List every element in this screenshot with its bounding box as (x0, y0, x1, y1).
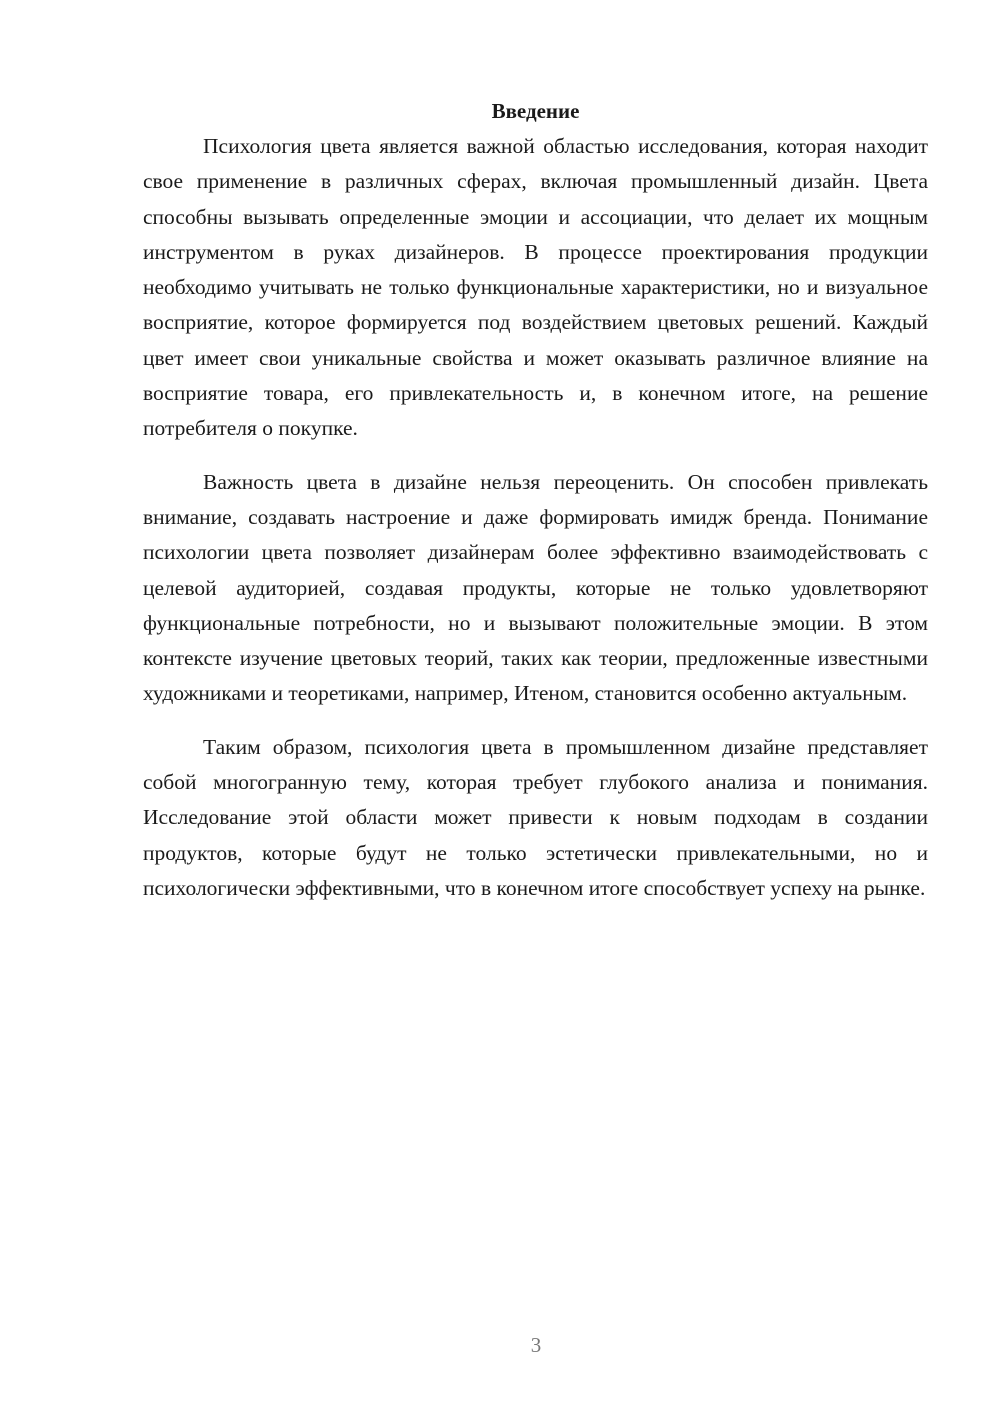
paragraph-3: Таким образом, психология цвета в промышленном дизайне представляет собой многогранную тему, которая требует глубокого анализа и понимания. Исследование этой области может привести к новым подходам в создании продуктов, которые будут не только эстетически привлекательными, но и психологически эффективными, что в конечном итоге способствует успеху на рынке. (143, 734, 928, 900)
paragraph-1: Психология цвета является важной областью исследования, которая находит свое применение в различных сферах, включая промышленный дизайн. Цвета способны вызывать определенные эмоции и ассоциации, что делает их мощным инструментом в руках дизайнеров. В процессе проектирования продукции необходимо учитывать не только функциональные характеристики, но и визуальное восприятие, которое формируется под воздействием цветовых решений. Каждый цвет имеет свои уникальные свойства и может оказывать различное влияние на восприятие товара, его привлекательность и, в конечном итоге, на решение потребителя о покупке. (143, 134, 928, 441)
page-content (143, 93, 928, 906)
page-number: 3 (530, 1333, 542, 1357)
section-title: Введение (491, 99, 580, 123)
paragraph-2: Важность цвета в дизайне нельзя переоценить. Он способен привлекать внимание, создавать настроение и даже формировать имидж бренда. Понимание психологии цвета позволяет дизайнерам более эффективно взаимодействовать с целевой аудиторией, создавая продукты, которые не только удовлетворяют функциональные потребности, но и вызывают положительные эмоции. В этом контексте изучение цветовых теорий, таких как теории, предложенные известными художниками и теоретиками, например, Итеном, становится особенно актуальным. (143, 469, 928, 706)
